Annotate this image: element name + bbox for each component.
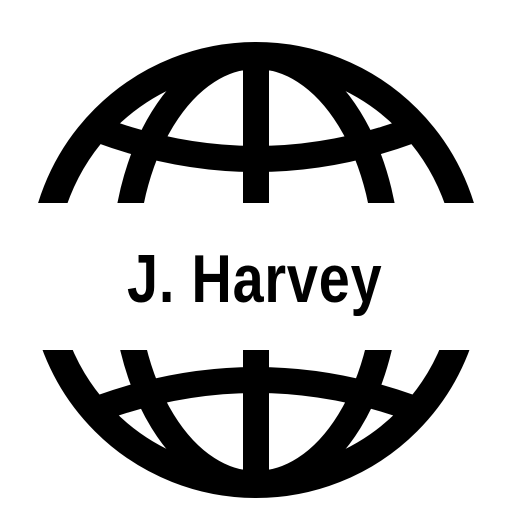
logo-name-text: J. Harvey bbox=[126, 240, 383, 317]
name-band bbox=[0, 203, 509, 350]
